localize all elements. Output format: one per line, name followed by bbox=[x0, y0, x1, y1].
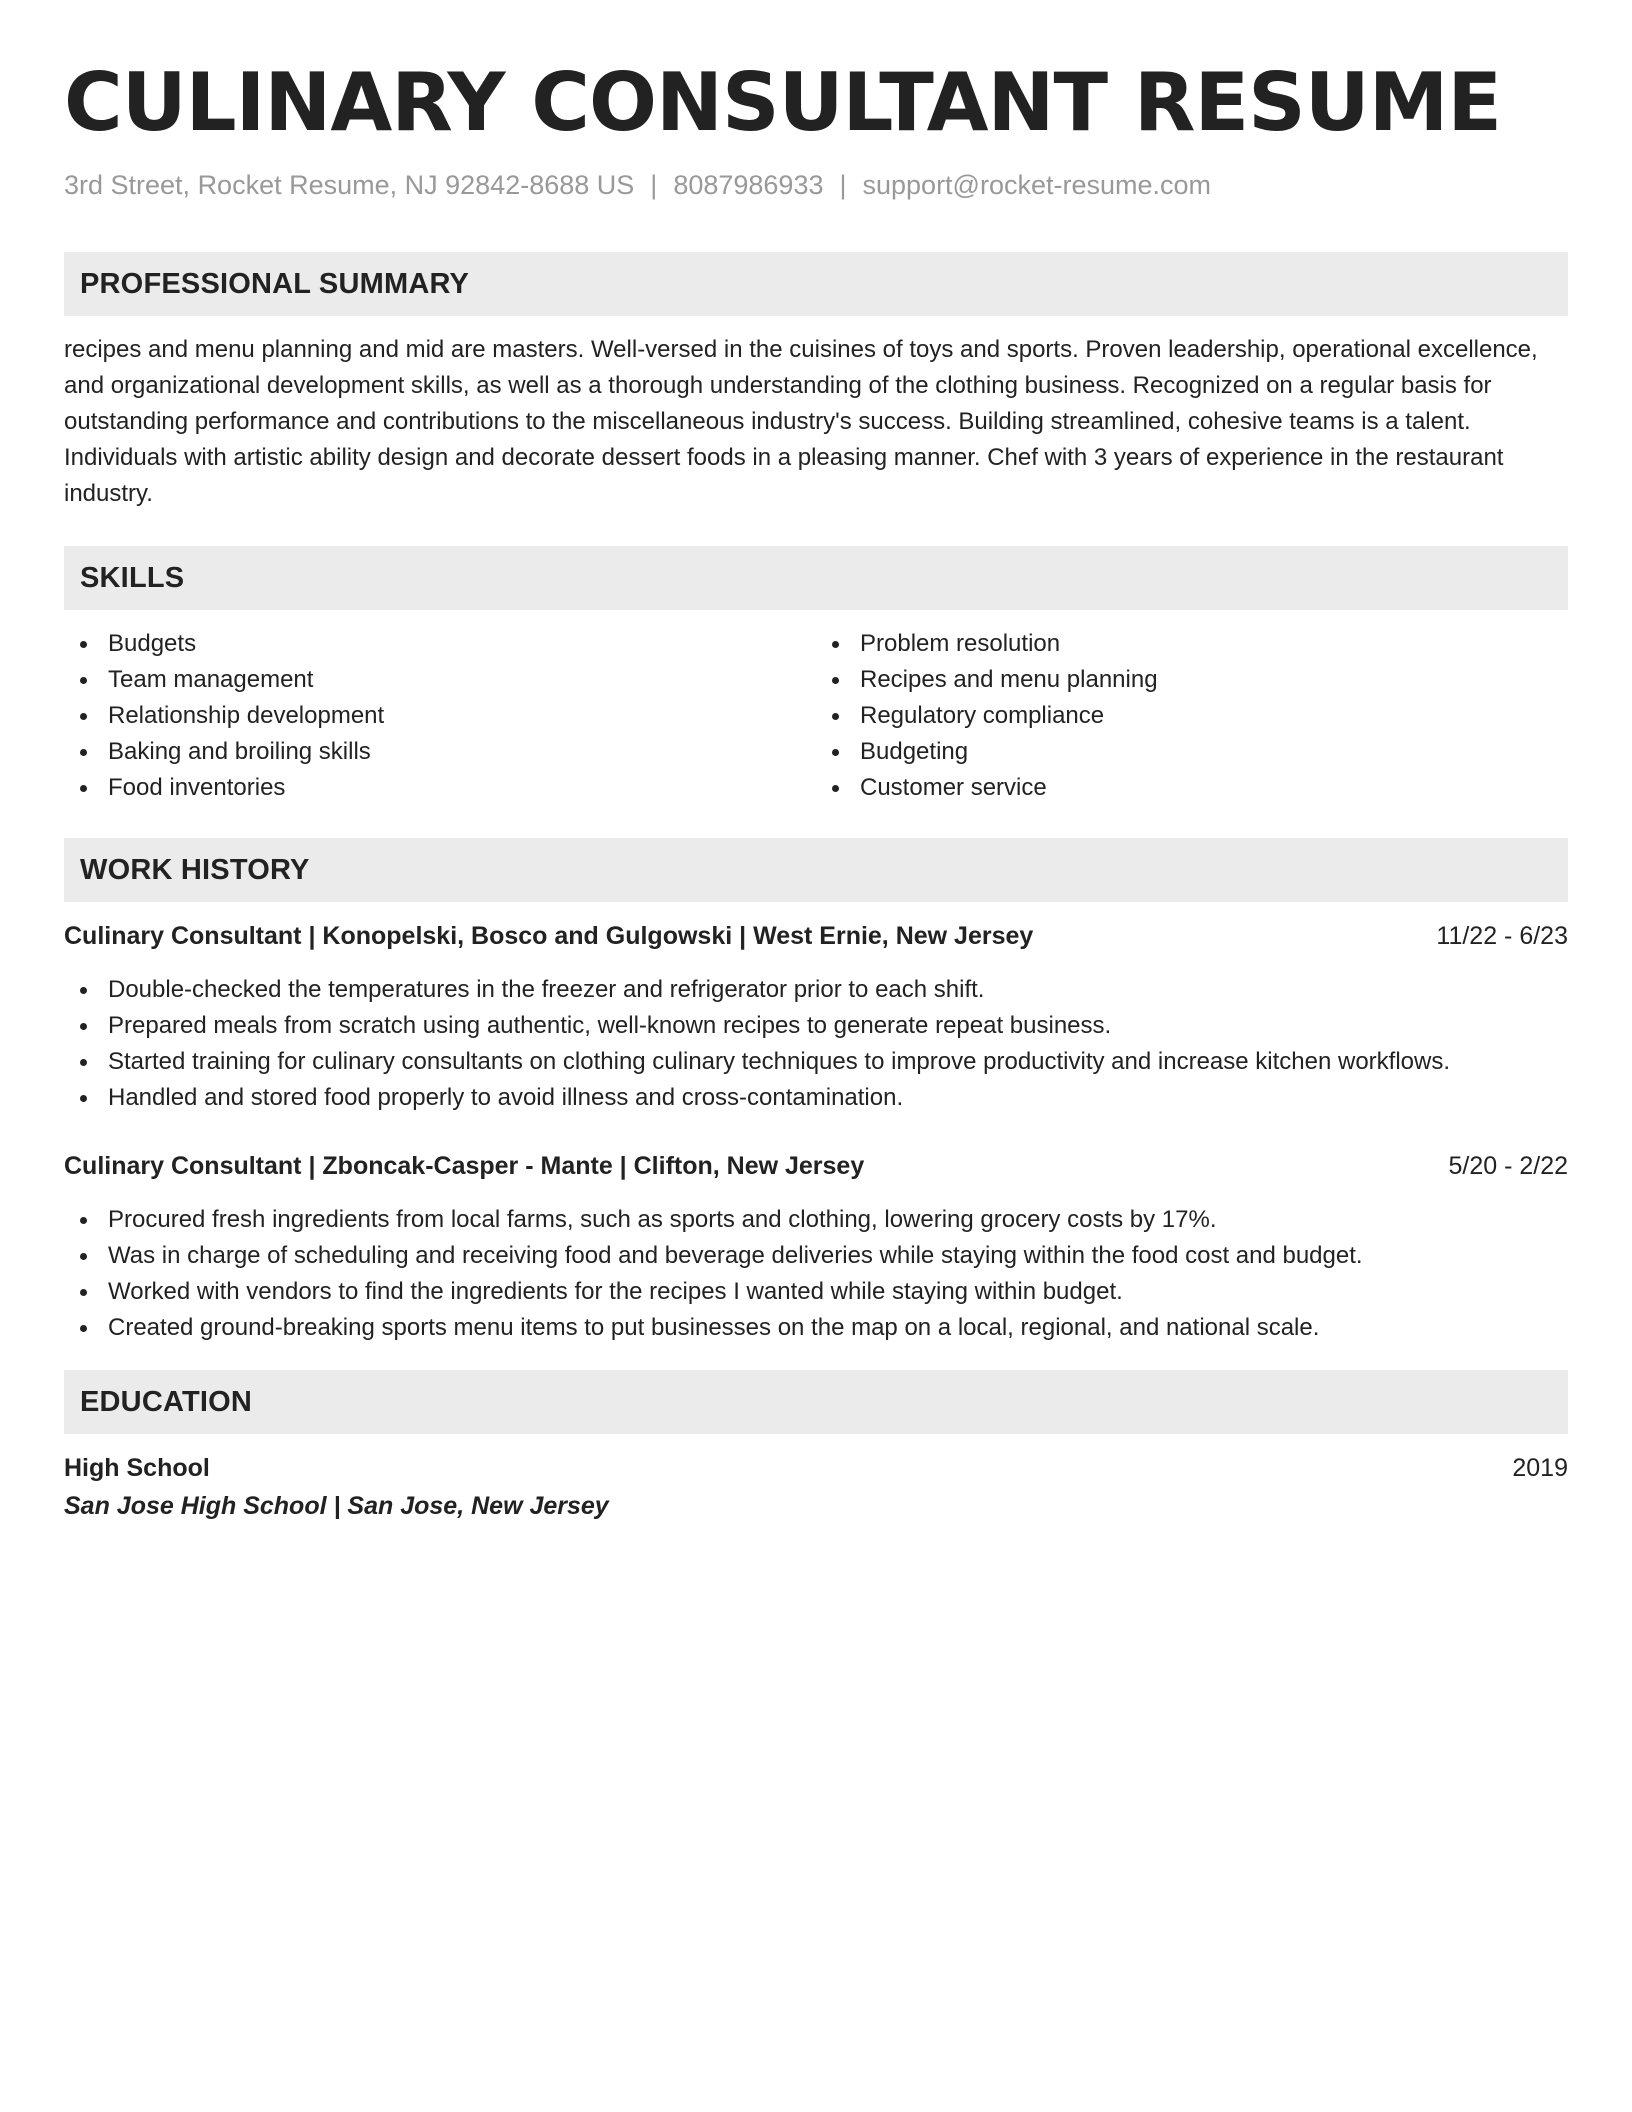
education-year: 2019 bbox=[1512, 1454, 1568, 1483]
contact-email: support@rocket-resume.com bbox=[862, 170, 1212, 200]
skill-item: Team management bbox=[64, 662, 816, 698]
education-degree: High School bbox=[64, 1454, 210, 1483]
job-duty-item: Handled and stored food properly to avoid illness and cross-contamination. bbox=[64, 1080, 1568, 1116]
contact-line bbox=[64, 169, 1568, 201]
job-heading: Culinary Consultant | Zboncak-Casper - Mante | Clifton, New Jersey bbox=[64, 1152, 865, 1181]
job-duty-item: Procured fresh ingredients from local farms, such as sports and clothing, lowering grocery costs by 17%. bbox=[64, 1202, 1568, 1238]
job-heading: Culinary Consultant | Konopelski, Bosco and Gulgowski | West Ernie, New Jersey bbox=[64, 922, 1034, 951]
skill-item: Relationship development bbox=[64, 698, 816, 734]
contact-separator: | bbox=[839, 170, 847, 200]
education-school: San Jose High School | San Jose, New Jersey bbox=[64, 1492, 609, 1521]
section-heading-summary: PROFESSIONAL SUMMARY bbox=[64, 252, 1568, 316]
job-dates: 11/22 - 6/23 bbox=[1436, 922, 1568, 951]
contact-phone: 8087986933 bbox=[673, 170, 824, 200]
job-header bbox=[64, 918, 1568, 954]
job-duty-item: Prepared meals from scratch using authentic, well-known recipes to generate repeat business. bbox=[64, 1008, 1568, 1044]
job-duty-item: Started training for culinary consultants on clothing culinary techniques to improve productivity and increase kitchen workflows. bbox=[64, 1044, 1568, 1080]
job-duty-item: Worked with vendors to find the ingredients for the recipes I wanted while staying within budget. bbox=[64, 1274, 1568, 1310]
education-header bbox=[64, 1450, 1568, 1486]
section-heading-work: WORK HISTORY bbox=[64, 838, 1568, 902]
contact-address: 3rd Street, Rocket Resume, NJ 92842-8688 US bbox=[64, 170, 635, 200]
summary-text: recipes and menu planning and mid are masters. Well-versed in the cuisines of toys and sports. Proven leadership, operational excellence, and organizational development skills, as well as a thorough understanding of the clothing business. Recognized on a regular basis for outstanding performance and contributions to the miscellaneous industry's success. Building streamlined, cohesive teams is a talent. Individuals with artistic ability design and decorate dessert foods in a pleasing manner. Chef with 3 years of experience in the restaurant industry. bbox=[64, 336, 1538, 508]
skill-item: Baking and broiling skills bbox=[64, 734, 816, 770]
section-heading-education: EDUCATION bbox=[64, 1370, 1568, 1434]
job-duty-item: Double-checked the temperatures in the freezer and refrigerator prior to each shift. bbox=[64, 972, 1568, 1008]
skill-item: Problem resolution bbox=[816, 626, 1568, 662]
job-duties bbox=[64, 1202, 1568, 1346]
skill-item: Budgets bbox=[64, 626, 816, 662]
skills-column-right bbox=[816, 626, 1568, 806]
job-header bbox=[64, 1148, 1568, 1184]
job-dates: 5/20 - 2/22 bbox=[1448, 1152, 1568, 1181]
job-duty-item: Was in charge of scheduling and receiving food and beverage deliveries while staying within the food cost and budget. bbox=[64, 1238, 1568, 1274]
skill-item: Customer service bbox=[816, 770, 1568, 806]
skill-item: Food inventories bbox=[64, 770, 816, 806]
skills-column-left bbox=[64, 626, 816, 806]
section-heading-skills: SKILLS bbox=[64, 546, 1568, 610]
skills-list bbox=[64, 626, 1568, 806]
skill-item: Budgeting bbox=[816, 734, 1568, 770]
contact-separator: | bbox=[650, 170, 658, 200]
job-duties bbox=[64, 972, 1568, 1116]
job-duty-item: Created ground-breaking sports menu items to put businesses on the map on a local, regional, and national scale. bbox=[64, 1310, 1568, 1346]
skill-item: Regulatory compliance bbox=[816, 698, 1568, 734]
resume-title: CULINARY CONSULTANT RESUME bbox=[64, 56, 1502, 149]
skill-item: Recipes and menu planning bbox=[816, 662, 1568, 698]
